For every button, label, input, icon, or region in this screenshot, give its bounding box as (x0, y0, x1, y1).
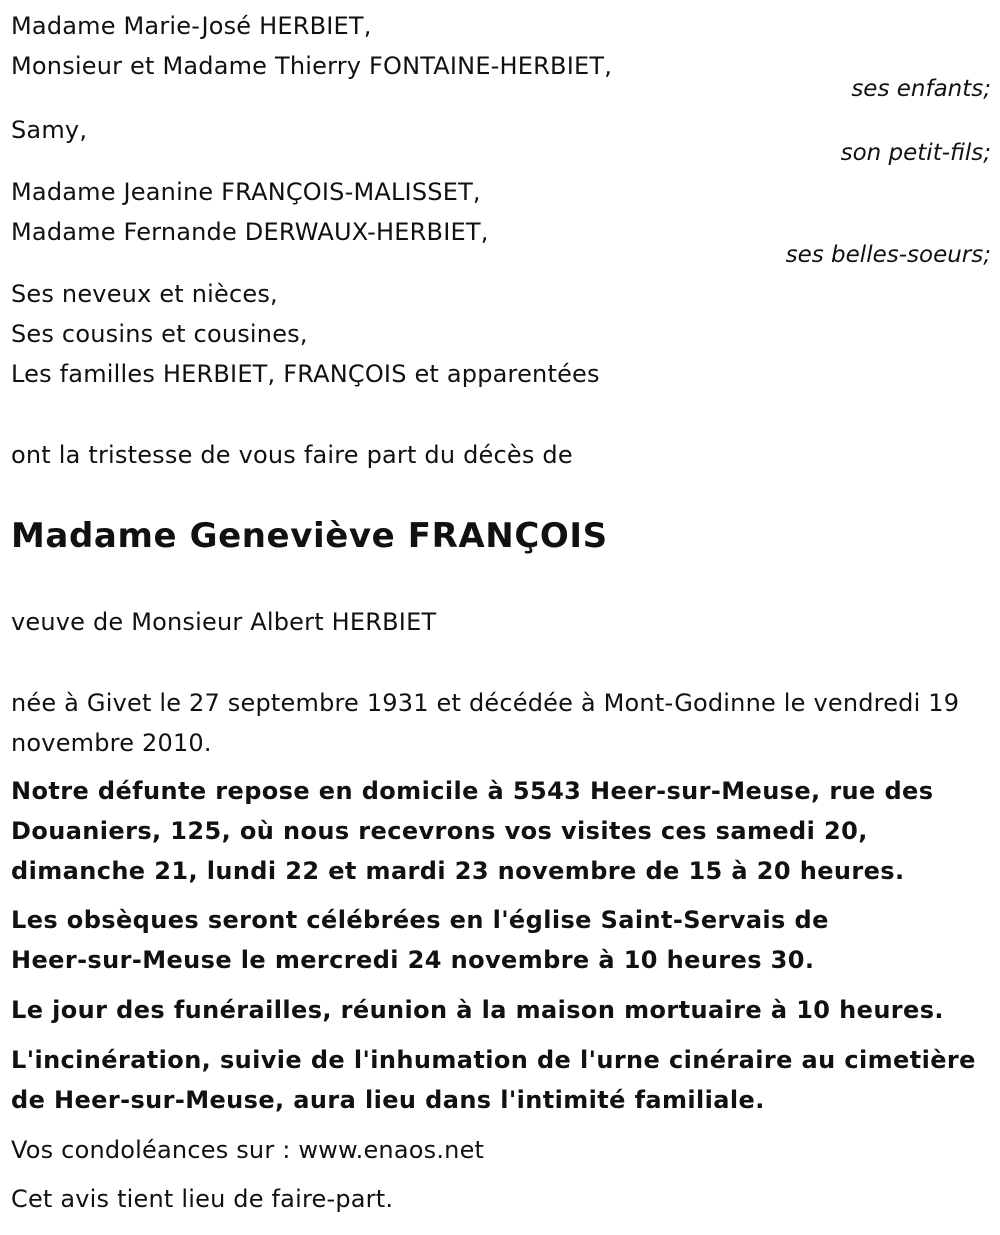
family-line-3: Les familles HERBIET, FRANÇOIS et apparentées (11, 360, 600, 388)
grandchild-name: Samy, (11, 116, 88, 144)
cremation-info: L'incinération, suivie de l'inhumation de l'urne cinéraire au cimetière de Heer-sur-Meuse, aura lieu dans l'intimité familiale. (11, 1046, 976, 1114)
child-name-2: Monsieur et Madame Thierry FONTAINE-HERBIET, (11, 52, 613, 80)
family-line-2: Ses cousins et cousines, (11, 320, 308, 348)
widow-of-text: veuve de Monsieur Albert HERBIET (11, 608, 437, 636)
child-name-1: Madame Marie-José HERBIET, (11, 12, 372, 40)
notice-text: Cet avis tient lieu de faire-part. (11, 1185, 394, 1213)
deceased-name: Madame Geneviève FRANÇOIS (11, 516, 608, 556)
grandchild-role: son petit-fils; (840, 140, 991, 166)
sister-in-law-name-1: Madame Jeanine FRANÇOIS-MALISSET, (11, 178, 481, 206)
gathering-info: Le jour des funérailles, réunion à la maison mortuaire à 10 heures. (11, 996, 944, 1024)
viewing-info: Notre défunte repose en domicile à 5543 Heer-sur-Meuse, rue des Douaniers, 125, où nous recevrons vos visites ces samedi 20, dimanche 21, lundi 22 et mardi 23 novembre de 15 à 20 heures. (11, 777, 934, 885)
funeral-info: Les obsèques seront célébrées en l'église Saint-Servais de Heer-sur-Meuse le mercredi 24 novembre à 10 heures 30. (11, 906, 829, 974)
announcement-text: ont la tristesse de vous faire part du décès de (11, 441, 573, 469)
children-role: ses enfants; (851, 76, 991, 102)
condolences-text: Vos condoléances sur : www.enaos.net (11, 1136, 485, 1164)
sister-in-law-name-2: Madame Fernande DERWAUX-HERBIET, (11, 218, 489, 246)
sisters-in-law-role: ses belles-soeurs; (785, 242, 991, 268)
birth-death-text: née à Givet le 27 septembre 1931 et décédée à Mont-Godinne le vendredi 19 novembre 2010. (11, 689, 960, 757)
family-line-1: Ses neveux et nièces, (11, 280, 278, 308)
